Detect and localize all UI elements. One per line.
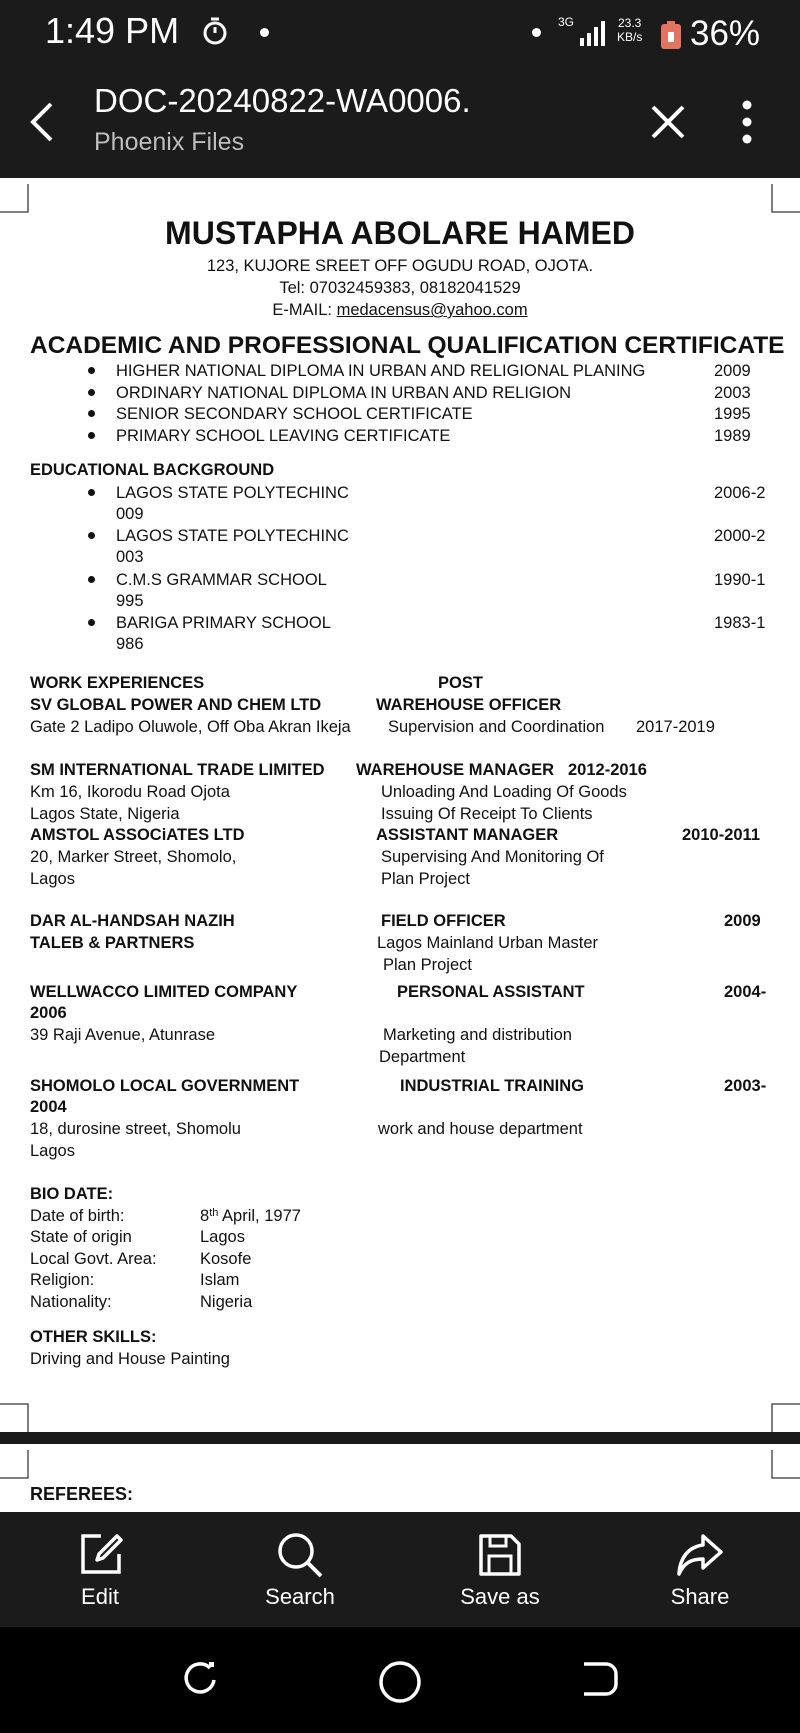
bio-value: Lagos [200,1228,245,1246]
bullet [88,576,95,583]
job-post: FIELD OFFICER [381,912,506,930]
data-speed [617,16,642,44]
job-post: WAREHOUSE OFFICER [376,696,562,714]
job-years-cont: 2004 [30,1098,67,1116]
job-duty: Lagos Mainland Urban Master [377,934,599,952]
job-years: 2009 [724,912,761,930]
bio-label: Date of birth: [30,1207,125,1225]
education-school-cont: 995 [116,592,144,610]
qualification-item: PRIMARY SCHOOL LEAVING CERTIFICATE [116,427,451,445]
recent-apps-icon[interactable] [180,1660,220,1700]
education-school-cont: 986 [116,635,144,653]
skills-text: Driving and House Painting [30,1350,230,1368]
qualification-year: 2009 [714,362,751,380]
network-type: 3G [558,15,575,29]
job-years: 2017-2019 [636,718,715,736]
company-name: SV GLOBAL POWER AND CHEM LTD [30,696,322,714]
bottom-toolbar [0,1512,800,1627]
bullet [88,432,95,439]
qualification-item: HIGHER NATIONAL DIPLOMA IN URBAN AND RELIGIONAL PLANING [116,362,646,380]
job-post: ASSISTANT MANAGER [376,826,559,844]
qualification-year: 1995 [714,405,751,423]
company-name-cont: TALEB & PARTNERS [30,934,195,952]
company-address: Lagos State, Nigeria [30,805,180,823]
job-years: 2004- [724,983,767,1001]
crop-mark [771,1450,800,1479]
qualifications-heading: ACADEMIC AND PROFESSIONAL QUALIFICATION CERTIFICATE [30,332,785,359]
job-post: PERSONAL ASSISTANT [397,983,585,1001]
timer-icon [200,16,230,46]
bio-value: Kosofe [200,1250,252,1268]
bio-heading: BIO DATE: [30,1185,114,1203]
document-title: DOC-20240822-WA0006. [94,82,471,119]
bullet [88,532,95,539]
company-name: SHOMOLO LOCAL GOVERNMENT [30,1077,300,1095]
crop-mark [0,184,29,213]
address-line: 123, KUJORE SREET OFF OGUDU ROAD, OJOTA. [206,257,594,275]
email-line [0,301,800,320]
notification-dot [260,28,269,37]
referees-heading: REFEREES: [30,1484,134,1504]
work-heading: WORK EXPERIENCES [30,674,205,692]
company-address: 39 Raji Avenue, Atunrase [30,1026,215,1044]
save-as-label: Save as [460,1584,540,1609]
save-as-button[interactable] [400,1512,600,1627]
search-icon [275,1530,325,1580]
bio-value: Nigeria [200,1293,253,1311]
bio-label: Nationality: [30,1293,112,1311]
education-heading: EDUCATIONAL BACKGROUND [30,461,275,479]
bio-label: Religion: [30,1271,95,1289]
job-duty: Department [379,1048,466,1066]
job-duty: Marketing and distribution [383,1026,572,1044]
speed-value: 23.3 [617,16,642,30]
search-label: Search [265,1584,335,1609]
education-years: 2006-2 [714,484,766,502]
education-years: 1983-1 [714,614,766,632]
close-icon[interactable] [648,102,688,142]
share-button[interactable] [600,1512,800,1627]
bullet [88,489,95,496]
job-years: 2012-2016 [568,761,647,779]
company-address: 20, Marker Street, Shomolo, [30,848,237,866]
email-link[interactable]: medacensus@yahoo.com [336,301,528,319]
crop-mark [771,1403,800,1432]
edit-button[interactable] [0,1512,200,1627]
search-button[interactable] [200,1512,400,1627]
job-years-cont: 2006 [30,1004,67,1022]
crop-mark [0,1450,29,1479]
system-navigation-bar [0,1627,800,1733]
birth-day-suffix: th [209,1207,219,1219]
document-page[interactable] [0,178,800,1432]
job-years: 2003- [724,1077,767,1095]
bullet [88,410,95,417]
job-duty: Issuing Of Receipt To Clients [381,805,593,823]
app-bar [0,66,800,178]
share-label: Share [670,1584,730,1609]
birth-day: 8 [200,1207,210,1225]
edit-icon [75,1530,125,1580]
more-options-icon[interactable] [735,98,759,146]
birth-month-year: April, 1977 [218,1207,301,1225]
job-duty: Unloading And Loading Of Goods [381,783,627,801]
job-duty: Supervision and Coordination [388,718,605,736]
education-years: 2000-2 [714,527,766,545]
post-heading: POST [438,674,483,692]
company-address: Gate 2 Ladipo Oluwole, Off Oba Akran Ikeja [30,718,351,736]
education-years: 1990-1 [714,571,766,589]
battery-icon [660,20,682,50]
education-school: C.M.S GRAMMAR SCHOOL [116,571,327,589]
company-name: AMSTOL ASSOCiATES LTD [30,826,245,844]
save-icon [475,1530,525,1580]
status-time: 1:49 PM [45,10,180,51]
skills-heading: OTHER SKILLS: [30,1328,157,1346]
share-icon [675,1530,725,1580]
education-school-cont: 009 [116,505,144,523]
status-bar [0,0,800,66]
education-school: LAGOS STATE POLYTECHINC [116,484,349,502]
bullet [88,389,95,396]
job-years: 2010-2011 [682,826,760,844]
company-name: SM INTERNATIONAL TRADE LIMITED [30,761,325,779]
back-arrow-icon[interactable] [25,98,59,146]
qualification-item: SENIOR SECONDARY SCHOOL CERTIFICATE [116,405,473,423]
job-post: WAREHOUSE MANAGER [356,761,555,779]
education-school: LAGOS STATE POLYTECHINC [116,527,349,545]
company-address: Lagos [30,1142,75,1160]
crop-mark [0,1403,29,1432]
back-gesture-icon[interactable] [580,1660,620,1700]
bio-value [200,1207,301,1226]
signal-icon [576,18,610,48]
job-duty: work and house department [378,1120,583,1138]
home-icon[interactable] [378,1660,422,1704]
company-address: 18, durosine street, Shomolu [30,1120,241,1138]
battery-percent: 36% [690,14,761,53]
app-name: Phoenix Files [94,128,245,156]
job-duty: Plan Project [381,870,470,888]
qualification-year: 1989 [714,427,751,445]
company-address: Lagos [30,870,75,888]
resume-name: MUSTAPHA ABOLARE HAMED [165,215,635,251]
bio-label: State of origin [30,1228,132,1246]
document-page-2[interactable] [0,1444,800,1512]
company-name: WELLWACCO LIMITED COMPANY [30,983,298,1001]
bio-label: Local Govt. Area: [30,1250,157,1268]
edit-label: Edit [81,1584,119,1609]
qualification-item: ORDINARY NATIONAL DIPLOMA IN URBAN AND RELIGION [116,384,572,402]
company-name: DAR AL-HANDSAH NAZIH [30,912,235,930]
speed-unit: KB/s [617,30,643,44]
job-duty: Supervising And Monitoring Of [381,848,604,866]
notification-dot-2 [532,28,541,37]
education-school: BARIGA PRIMARY SCHOOL [116,614,331,632]
phone-line: Tel: 07032459383, 08182041529 [279,279,521,297]
education-school-cont: 003 [116,548,144,566]
job-duty: Plan Project [383,956,472,974]
company-address: Km 16, Ikorodu Road Ojota [30,783,230,801]
email-label: E-MAIL: [272,301,337,319]
crop-mark [771,184,800,213]
bullet [88,367,95,374]
bullet [88,619,95,626]
qualification-year: 2003 [714,384,751,402]
bio-value: Islam [200,1271,240,1289]
job-post: INDUSTRIAL TRAINING [400,1077,584,1095]
